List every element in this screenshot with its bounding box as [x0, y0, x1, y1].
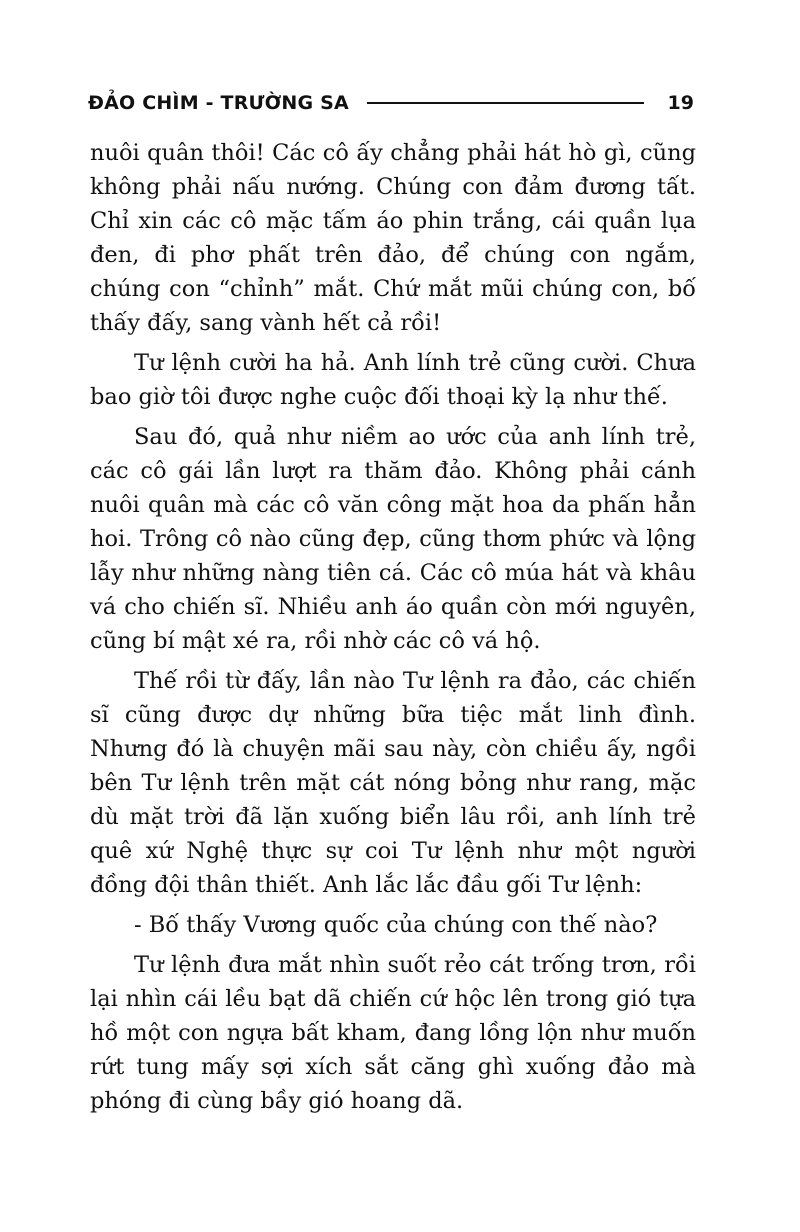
paragraph: Sau đó, quả như niềm ao ước của anh lính trẻ, các cô gái lần lượt ra thăm đảo. Không phải cánh nuôi quân mà các cô văn công mặt hoa da phấn hẳn hoi. Trông cô nào cũng đẹp, cũng thơm phức và lộng lẫy như những nàng tiên cá. Các cô múa hát và khâu vá cho chiến sĩ. Nhiều anh áo quần còn mới nguyên, cũng bí mật xé ra, rồi nhờ các cô vá hộ.: [90, 424, 696, 654]
page-number: 19: [667, 92, 694, 114]
header-rule: [367, 102, 644, 104]
paragraph-continuation: nuôi quân thôi! Các cô ấy chẳng phải hát hò gì, cũng không phải nấu nướng. Chúng con đảm đương tất. Chỉ xin các cô mặc tấm áo phin trắng, cái quần lụa đen, đi phơ phất trên đảo, để chúng con ngắm, chúng con “chỉnh” mắt. Chứ mắt mũi chúng con, bố thấy đấy, sang vành hết cả rồi!: [90, 140, 696, 336]
dialogue-line: - Bố thấy Vương quốc của chúng con thế nào?: [134, 912, 658, 938]
paragraph: Tư lệnh cười ha hả. Anh lính trẻ cũng cười. Chưa bao giờ tôi được nghe cuộc đối thoại kỳ lạ như thế.: [90, 350, 696, 410]
running-header: [88, 88, 694, 118]
paragraph: Thế rồi từ đấy, lần nào Tư lệnh ra đảo, các chiến sĩ cũng được dự những bữa tiệc mắt linh đình. Nhưng đó là chuyện mãi sau này, còn chiều ấy, ngồi bên Tư lệnh trên mặt cát nóng bỏng như rang, mặc dù mặt trời đã lặn xuống biển lâu rồi, anh lính trẻ quê xứ Nghệ thực sự coi Tư lệnh như một người đồng đội thân thiết. Anh lắc lắc đầu gối Tư lệnh:: [90, 668, 696, 898]
chapter-title: ĐẢO CHÌM - TRƯỜNG SA: [88, 92, 349, 114]
body-text: [90, 136, 696, 1124]
paragraph: Tư lệnh đưa mắt nhìn suốt rẻo cát trống trơn, rồi lại nhìn cái lều bạt dã chiến cứ hộc lên trong gió tựa hồ một con ngựa bất kham, đang lồng lộn như muốn rứt tung mấy sợi xích sắt căng ghì xuống đảo mà phóng đi cùng bầy gió hoang dã.: [90, 952, 696, 1114]
